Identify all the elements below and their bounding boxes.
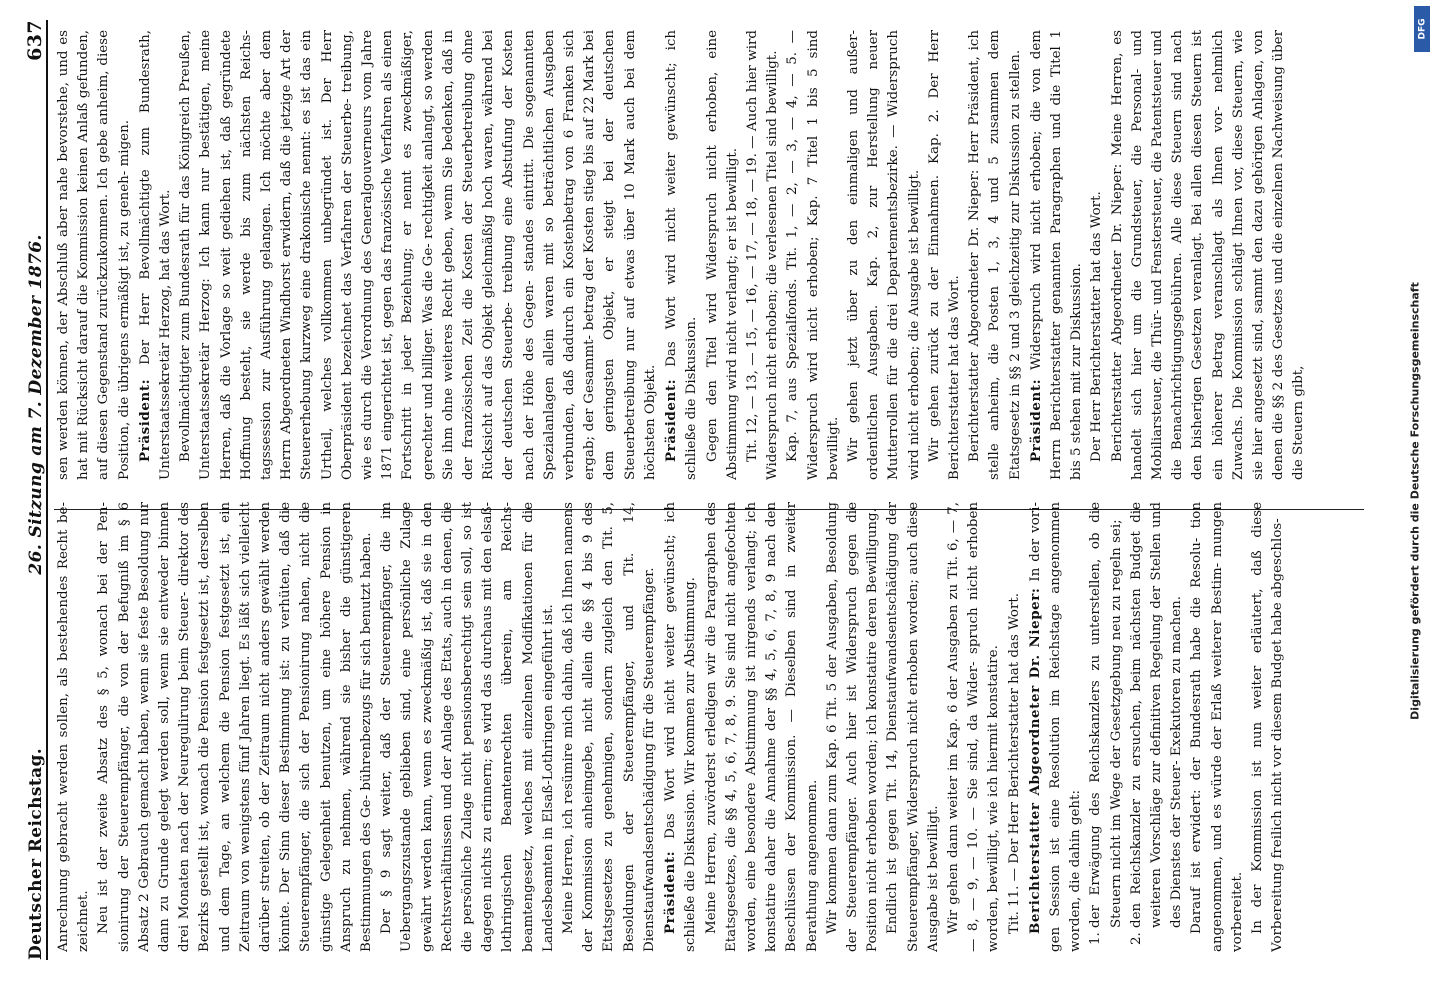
speech-text: Widerspruch wird nicht erhoben; die von dem Herrn Berichterstatter genannten Paragraphen und die Titel 1 bis 5 stehen mit zur Diskussion. bbox=[1028, 30, 1085, 480]
paragraph: Wir kommen dann zum Kap. 6 Tit. 5 der Ausgaben, Besoldung der Steuerempfänger. Auch hier ist Widerspruch gegen die Position nicht erhoben worden; ich konstatire deren Bewilligung. bbox=[824, 502, 881, 952]
speaker-label: Präsident: bbox=[1027, 378, 1044, 462]
left-column bbox=[54, 502, 1364, 952]
page-header bbox=[10, 20, 48, 960]
session-title: 26. Sitzung am 7. Dezember 1876. bbox=[26, 234, 46, 575]
paragraph: Darauf ist erwidert: der Bundesrath habe die Resolu- tion angenommen, und es würde der Erlaß weiterer Bestim- mungen vorbereitet. bbox=[1189, 502, 1245, 952]
paragraph: Tit. 11. — Der Herr Berichterstatter hat das Wort. bbox=[1006, 592, 1022, 934]
paragraph: Meine Herren, ich resümire mich dahin, daß ich Ihnen namens der Kommission anheimgebe, nicht allein die §§ 4 bis 9 des Etatsgesetzes zu genehmigen, sondern zugleich den Tit. 5, Besoldungen der Steuerempfänger, und Tit. 14, Dienstaufwandsentschädigung für die Steuerempfänger. bbox=[561, 502, 657, 952]
dfg-logo bbox=[1414, 6, 1430, 52]
paragraph: Meine Herren, zuvörderst erledigen wir die Paragraphen des Etatsgesetzes, die §§ 4, 5, 6, 7, 8, 9. Sie sind nicht angefochten worden, eine besondere Abstimmung ist nirgends verlangt; ich konstatire daher die Annahme der §§ 4, 5, 6, 7, 8, 9 nach den Beschlüssen der Kommission. — Dieselben sind in zweiter Berathung angenommen. bbox=[703, 502, 820, 952]
speech-text: Das Wort wird nicht weiter gewünscht; ich schließe die Diskussion. bbox=[664, 30, 700, 480]
credit-text: Digitalisierung gefördert durch die Deutsche Forschungsgemeinschaft bbox=[1408, 282, 1422, 720]
paragraph: Wir gehen dann weiter im Kap. 6 der Ausgaben zu Tit. 6, — 7, — 8, — 9, — 10. — Sie sind, da Wider- spruch nicht erhoben worden, bewilligt, wie ich hiermit konstatire. bbox=[945, 502, 1002, 952]
text-columns bbox=[54, 30, 1364, 952]
speaker-label: Präsident: bbox=[663, 378, 680, 462]
speaker-label: Präsident: bbox=[136, 378, 153, 462]
paragraph: sen werden können, der Abschluß aber nahe bevorstehe, und es hat mit Rücksicht darauf die Kommission keinen Anlaß gefunden, auf diesen Gegenstand zurückzukommen. Ich gebe anheim, diese Position, die übrigens ermäßigt ist, zu geneh- migen. bbox=[56, 30, 132, 480]
paragraph: Der § 9 sagt weiter, daß der Steuerempfänger, die im Uebergangszustande geblieben sind, eine persönliche Zulage gewährt werden kann, wenn es zweckmäßig ist, daß sie in den Rechtsverhältnissen und der Anlage des Etats, auch in denen, die die persönliche Zulage nicht pensionsberechtigt sein soll, so ist dagegen nichts zu erinnern; es wird das durchaus mit den elsaß-lothringischen Beamtenrechten überein, am Reichs- beamtengesetz, welches mit einzelnen Modifikationen für die Landesbeamten in Elsaß-Lothringen eingeführt ist. bbox=[379, 502, 556, 952]
speech-paragraph bbox=[1025, 502, 1087, 952]
paragraph: In der Kommission ist nun weiter erläutert, daß diese Vorbereitung freilich nicht vor diesem Budget habe abgeschlos- bbox=[1249, 502, 1286, 952]
paragraph: Wir gehen jetzt über zu den einmaligen und außer- ordentlichen Ausgaben. Kap. 2, zur Herstellung neuer Mutterrollen für die drei Departementsbezirke. — Widerspruch wird nicht erhoben; die Ausgabe ist bewilligt. bbox=[845, 30, 922, 480]
paragraph: Anrechnung gebracht werden sollen, als bestehendes Recht be- zeichnet. bbox=[56, 502, 92, 952]
list-item: 1. der Erwägung des Reichskanzlers zu unterstellen, ob die Steuern nicht im Wege der Gesetzgebung neu zu regeln sei; bbox=[1086, 502, 1126, 928]
resolution-list bbox=[1086, 502, 1187, 952]
digitization-credit bbox=[1400, 6, 1430, 996]
speaker-label: Berichterstatter Abgeordneter Dr. Nieper: bbox=[1026, 587, 1043, 934]
list-item: 2. den Reichskanzler zu ersuchen, beim nächsten Budget die weiteren Vorschläge zur definitiven Regelung der Stellen und des Dienstes der Steuer- Exekutoren zu machen. bbox=[1127, 502, 1188, 928]
speech-paragraph bbox=[1026, 30, 1088, 480]
page-number: 637 bbox=[24, 20, 46, 61]
right-column bbox=[54, 30, 1364, 480]
paragraph: Kap. 7, aus Spezialfonds. Tit. 1, — 2, — 3, — 4, — 5. — Widerspruch wird nicht erhoben; Kap. 7 Titel 1 bis 5 sind bewilligt. bbox=[785, 30, 841, 480]
speech-paragraph bbox=[135, 30, 176, 480]
paragraph: Gegen den Titel wird Widerspruch nicht erhoben, eine Abstimmung wird nicht verlangt; er ist bewilligt. bbox=[704, 30, 740, 480]
journal-title: Deutscher Reichstag. bbox=[26, 747, 46, 960]
speech-paragraph bbox=[660, 502, 701, 952]
paragraph: Der Herr Berichterstatter hat das Wort. bbox=[1089, 191, 1105, 462]
speech-paragraph bbox=[661, 30, 702, 480]
paragraph: Tit. 12, — 13, — 15, — 16, — 17, — 18, — 19. — Auch hier wird Widerspruch nicht erhoben; die verlesenen Titel sind bewilligt. bbox=[744, 30, 781, 480]
paragraph: Berichterstatter Abgeordneter Dr. Nieper: Meine Herren, es handelt sich hier um die Grundsteuer, die Personal- und Mobiliarsteuer, die Thür- und Fenstersteuer, die Patentsteuer und die Benachrichtigungsgebühren. Alle diese Steuern sind nach den bisherigen Gesetzen veranlagt. Bei allen diesen Steuern ist ein höherer Betrag veranschlagt als Ihnen vor- nehmlich Zuwachs. Die Kommission schlägt Ihnen vor, diese Steuern, wie sie hier angesetzt sind, sammt den dazu gehörigen Anlagen, von denen die §§ 2 des Gesetzes und die einzelnen Nachweisung über die Steuern gibt, bbox=[1109, 30, 1307, 480]
speech-text: Das Wort wird nicht weiter gewünscht; ich schließe die Diskussion. Wir kommen zur Abstimmung. bbox=[663, 502, 699, 952]
paragraph: Bevollmächtigter zum Bundesrath für das Königreich Preußen, Unterstaatssekretär Herzog: Ich kann nur bestätigen, meine Herren, daß die Vorlage so weit gediehen ist, daß gegründete Hoffnung besteht, sie werde bis zum nächsten Reichs- tagssession zur Ausführung gelangen. Ich möchte aber dem Herrn Abgeordneten Windhorst erwidern, daß die jetzige Art der Steuererhebung kurzweg eine drakonische nennt: es ist das ein Urtheil, welches vollkommen unbegründet ist. Der Herr Oberpräsident bezeichnet das Verfahren der Steuerbe- treibung, wie es durch die Verordnung des Generalgouverneurs vom Jahre 1871 eingerichtet ist, gegen das französische Verfahren als einen Fortschritt in jeder Beziehung; er nennt es zweckmäßiger, gerechter und billiger. Was die Ge- rechtigkeit anlangt, so werden Sie ihm ohne weiteres Recht geben, wenn Sie bedenken, daß in der französischen Zeit die Kosten der Steuerbetreibung ohne Rücksicht auf das Objekt gleichmäßig hoch waren, während bei der deutschen Steuerbe- treibung eine Abstufung der Kosten nach der Höhe des Gegen- standes eintritt. Die sogenannten Spezialanlagen allein waren mit so beträchtlichen Ausgaben verbunden, daß dadurch ein Kostenbetrag von 6 Franken sich ergab; der Gesammt- betrag der Kosten stieg bis auf 22 Mark bei dem geringsten Objekt, er steigt bei der deutschen Steuerbetreibung nur auf etwas über 10 Mark auch bei dem höchsten Objekt. bbox=[178, 30, 658, 480]
paragraph: Wir gehen zurück zu der Einnahmen. Kap. 2. Der Herr Berichterstatter hat das Wort. bbox=[926, 30, 962, 480]
paragraph: Neu ist der zweite Absatz des § 5, wonach bei der Pen- sionirung der Steuerempfänger, die von der Befugniß im § 6 Absatz 2 Gebrauch gemacht haben, wenn sie feste Besoldung nur dann zu Grunde gelegt werden soll, wenn sie entweder binnen drei Monaten nach der Neuregulirung beim Steuer- direktor des Bezirks gestellt ist, wonach die Pension festgesetzt ist, derselben und dem Tage, an welchem die Pension festgesetzt ist, ein Zeitraum von wenigstens fünf Jahren liegt. Es läßt sich vielleicht darüber streiten, ob der Zeitraum nicht anders gewählt werden könnte. Der Sinn dieser Bestimmung ist: zu verhüten, daß die Steuerempfänger, die sich der Pensionirung nahen, nicht die günstige Gelegenheit benutzen, um eine höhere Pension in Anspruch zu nehmen, während sie bisher die günstigeren Bestimmungen des Ge- bührenbezugs für sich benutzt haben. bbox=[96, 502, 375, 952]
dfg-logo-text: DFG bbox=[1417, 18, 1428, 40]
speech-text: In der vori- gen Session ist eine Resolution im Reichstage angenommen worden, die dahin geht: bbox=[1027, 502, 1084, 952]
paragraph: Berichterstatter Abgeordneter Dr. Nieper: Herr Präsident, ich stelle anheim, die Posten 1, 3, 4 und 5 zusammen dem Etatsgesetz in §§ 2 und 3 gleichzeitig zur Diskussion zu stellen. bbox=[967, 30, 1023, 480]
speech-text: Der Herr Bevollmächtigte zum Bundesrath, Unterstaatssekretär Herzog, hat das Wort. bbox=[137, 30, 174, 480]
speaker-label: Präsident: bbox=[662, 850, 679, 934]
paragraph: Endlich ist gegen Tit. 14, Dienstaufwandsentschädigung der Steuerempfänger, Widerspruch nicht erhoben worden; auch diese Ausgabe ist bewilligt. bbox=[885, 502, 941, 952]
